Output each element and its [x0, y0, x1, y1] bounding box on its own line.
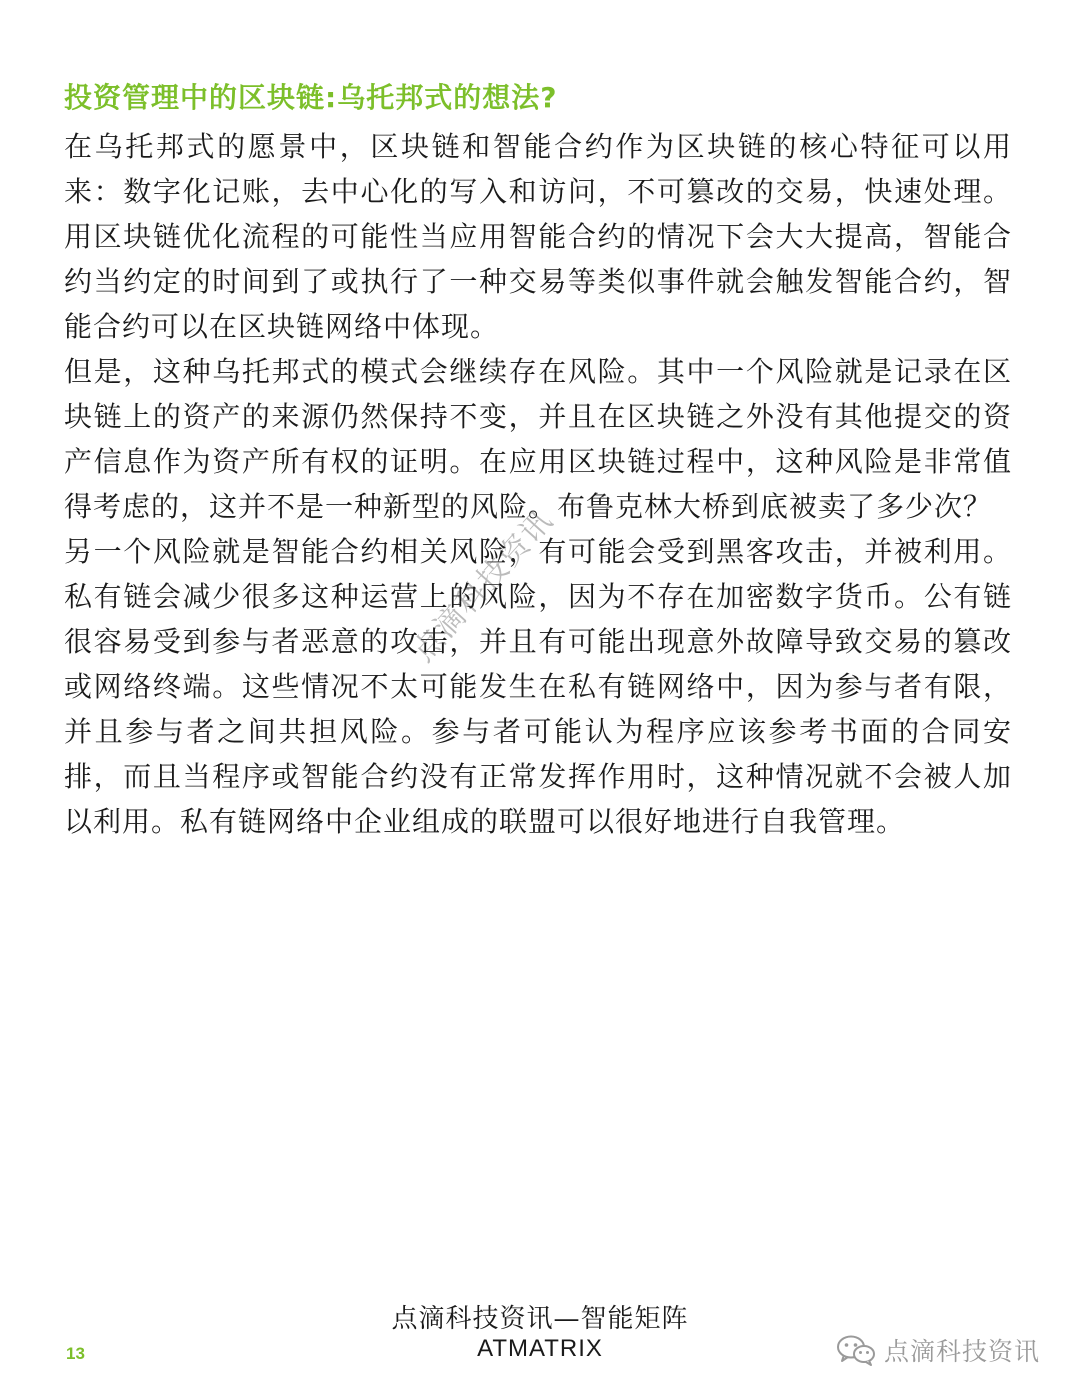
paragraph-3: 另一个风险就是智能合约相关风险，有可能会受到黑客攻击，并被利用。私有链会减少很多这种运营上的风险，因为不存在加密数字货币。公有链很容易受到参与者恶意的攻击，并且有可能出现意外故障导致交易的篡改或网络终端。这些情况不太可能发生在私有链网络中，因为参与者有限，并且参与者之间共担风险。参与者可能认为程序应该参考书面的合同安排，而且当程序或智能合约没有正常发挥作用时，这种情况就不会被人加以利用。私有链网络中企业组成的联盟可以很好地进行自我管理。 [64, 535, 1012, 838]
page-number: 13 [66, 1344, 85, 1363]
footer-title: 点滴科技资讯—智能矩阵 [391, 1304, 689, 1334]
wechat-account-badge [836, 1332, 1040, 1368]
wechat-icon [836, 1334, 876, 1366]
watermark: 点滴科技资讯 [405, 502, 561, 669]
paragraph-2: 但是，这种乌托邦式的模式会继续存在风险。其中一个风险就是记录在区块链上的资产的来源仍然保持不变，并且在区块链之外没有其他提交的资产信息作为资产所有权的证明。在应用区块链过程中，这种风险是非常值得考虑的，这并不是一种新型的风险。布鲁克林大桥到底被卖了多少次？ [64, 355, 1012, 523]
body-text [64, 124, 1012, 844]
section-heading: 投资管理中的区块链:乌托邦式的想法? [64, 81, 558, 114]
footer-subtitle: ATMATRIX [477, 1335, 603, 1362]
wechat-account-name: 点滴科技资讯 [884, 1337, 1041, 1366]
paragraph-1: 在乌托邦式的愿景中，区块链和智能合约作为区块链的核心特征可以用来：数字化记账，去中心化的写入和访问，不可篡改的交易，快速处理。用区块链优化流程的可能性当应用智能合约的情况下会大大提高，智能合约当约定的时间到了或执行了一种交易等类似事件就会触发智能合约，智能合约可以在区块链网络中体现。 [64, 130, 1012, 343]
